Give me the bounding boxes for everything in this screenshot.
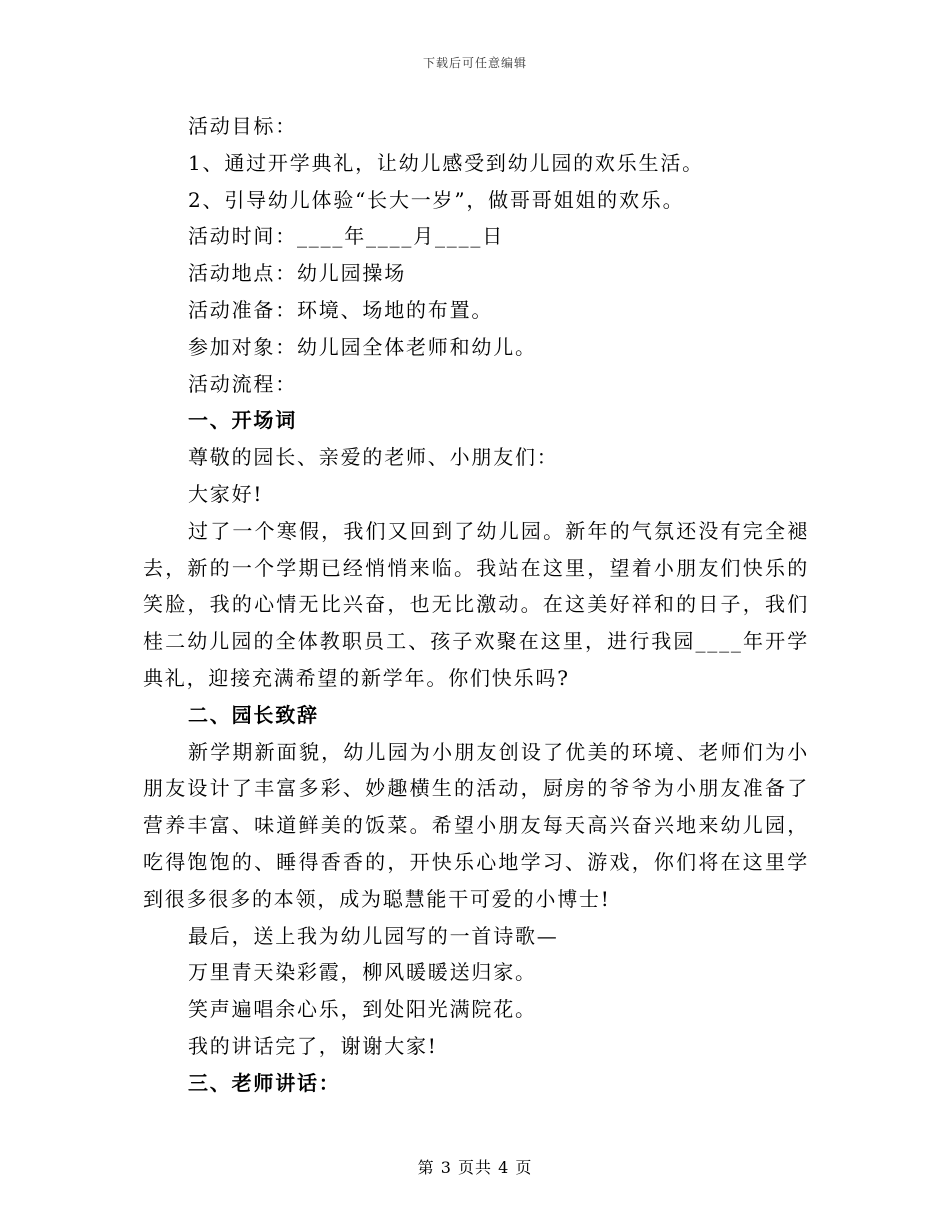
poem-line-2: 笑声遍唱余心乐，到处阳光满院花。 — [188, 997, 537, 1022]
goal-label: 活动目标： — [188, 114, 297, 138]
hello-line: 大家好! — [188, 481, 264, 506]
greeting-line: 尊敬的园长、亲爱的老师、小朋友们： — [188, 445, 559, 470]
activity-process-label: 活动流程： — [188, 371, 297, 396]
closing-line: 我的讲话完了，谢谢大家! — [188, 1033, 438, 1058]
page-number: 第 3 页共 4 页 — [417, 1158, 533, 1177]
participants: 参加对象：幼儿园全体老师和幼儿。 — [188, 334, 537, 359]
principal-paragraph: 新学期新面貌，幼儿园为小朋友创设了优美的环境、老师们为小朋友设计了丰富多彩、妙趣横生的活动，厨房的爷爷为小朋友准备了营养丰富、味道鲜美的饭菜。希望小朋友每天高兴奋兴地来幼儿园，吃得饱饱的、睡得香香的，开快乐心地学习、游戏，你们将在这里学到很多很多的本领，成为聪慧能干可爱的小博士! — [143, 739, 809, 911]
poem-line-1: 万里青天染彩霞，柳风暖暖送归家。 — [188, 960, 537, 985]
activity-location: 活动地点：幼儿园操场 — [188, 261, 406, 286]
document-body — [143, 108, 809, 1102]
header-note: 下载后可任意编辑 — [422, 56, 527, 70]
opening-paragraph: 过了一个寒假，我们又回到了幼儿园。新年的气氛还没有完全褪去，新的一个学期已经悄悄来临。我站在这里，望着小朋友们快乐的笑脸，我的心情无比兴奋，也无比激动。在这美好祥和的日子，我们桂二幼儿园的全体教职员工、孩子欢聚在这里，进行我园____年开学典礼，迎接充满希望的新学年。你们快乐吗? — [143, 518, 809, 690]
activity-time: 活动时间：____年____月____日 — [188, 224, 504, 249]
poem-intro: 最后，送上我为幼儿园写的一首诗歌— — [188, 923, 559, 948]
goal-item-1: 1、通过开学典礼，让幼儿感受到幼儿园的欢乐生活。 — [188, 150, 704, 175]
goal-item-2: 2、引导幼儿体验“长大一岁”，做哥哥姐姐的欢乐。 — [188, 187, 685, 212]
activity-preparation: 活动准备：环境、场地的布置。 — [188, 297, 494, 322]
section-heading-teacher: 三、老师讲话： — [188, 1070, 341, 1095]
section-heading-opening: 一、开场词 — [188, 408, 297, 433]
section-heading-principal: 二、园长致辞 — [188, 702, 319, 727]
